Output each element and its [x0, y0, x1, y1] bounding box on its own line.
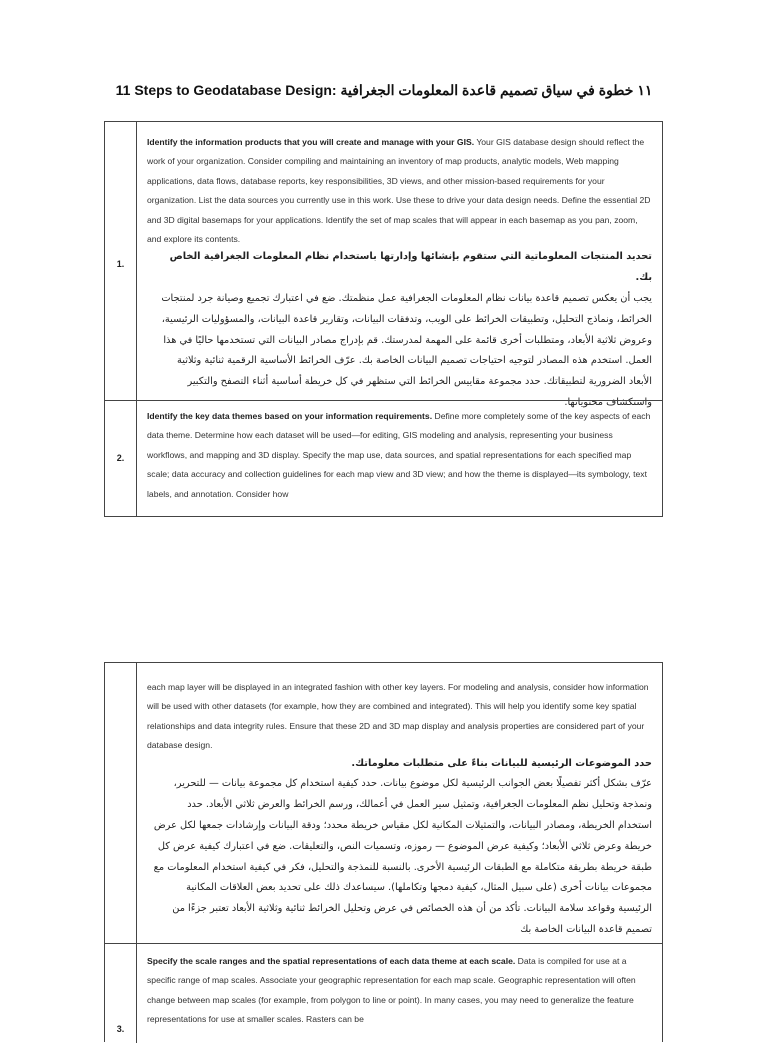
step-english-body: Data is compiled for use at a specific range of map scales. Associate your geographic representation for each map scale. Geographic representation will often change between map scales (for example, from polygon to line or point). In many cases, you may need to generalize the feature representations for use at smaller scales. Rasters can be	[147, 956, 636, 1025]
step-english-heading: Identify the key data themes based on your information requirements.	[147, 411, 433, 421]
step-row-2	[105, 400, 662, 516]
step-row-3	[105, 943, 662, 1043]
step-english-body: Your GIS database design should reflect the work of your organization. Consider compiling and maintaining an inventory of map products, analytic models, Web mapping applications, data flows, database reports, key responsibilities, 3D views, and other mission-based requirements for your organization. List the data sources you currently use in this work. Use these to drive your data design needs. Define the essential 2D and 3D digital basemaps for your applications. Identify the set of map scales that will appear in each basemap as you pan, zoom, and explore its contents.	[147, 137, 651, 245]
step-content	[137, 122, 662, 414]
document-title: 11 Steps to Geodatabase Design: ١١ خطوة في سياق تصميم قاعدة المعلومات الجغرافية	[115, 82, 653, 98]
step-number: 3.	[116, 1024, 125, 1034]
step-english-text	[147, 952, 652, 1030]
step-english-heading: Identify the information products that you will create and manage with your GIS.	[147, 137, 475, 147]
step-number-cell	[105, 122, 137, 400]
steps-table-page-1	[104, 121, 663, 517]
step-english-body: Define more completely some of the key aspects of each data theme. Determine how each dataset will be used—for editing, GIS modeling and analysis, representing your business workflows, and mapping and 3D display. Specify the map use, data sources, and spatial representations for each specified map scale; data accuracy and collection guidelines for each map view and 3D view; and how the theme is displayed—its symbology, text labels, and annotation. Consider how	[147, 411, 651, 499]
step-english-body: each map layer will be displayed in an integrated fashion with other key layers. For modeling and analysis, consider how information will be used with other datasets (for example, how they are combined and integrated). This will help you identify some key spatial relationships and data integrity rules. Ensure that these 2D and 3D map display and analysis properties are considered part of your database design.	[147, 682, 649, 751]
step-arabic-body: يجب أن يعكس تصميم قاعدة بيانات نظام المعلومات الجغرافية عمل منظمتك. ضع في اعتبارك تجميع وصيانة جرد لمنتجات الخرائط، ونماذج التحليل، وتطبيقات الخرائط على الويب، وتدفقات البيانات، وتقارير قاعدة البيانات، والمسؤوليات الرئيسية، وعروض ثلاثية الأبعاد، ومتطلبات أخرى قائمة على المهمة لمدرستك. قم بإدراج مصادر البيانات التي تستخدمها حاليًا في هذا العمل. استخدم هذه المصادر لتوجيه احتياجات تصميم البيانات الخاصة بك. عرّف الخرائط الأساسية الرقمية ثنائية وثلاثية الأبعاد الضرورية لتطبيقاتك. حدد مجموعة مقاييس الخرائط التي ستظهر في كل خريطة أساسية أثناء التصفح والتكبير واستكشاف محتوياتها.	[161, 293, 652, 409]
step-row-2-continued	[105, 663, 662, 943]
step-english-text	[147, 407, 652, 504]
step-number-cell	[105, 944, 137, 1043]
step-english-text	[147, 678, 652, 756]
step-content	[137, 401, 662, 504]
steps-table-page-2	[104, 662, 663, 1042]
step-arabic-text	[147, 247, 652, 413]
step-english-text	[147, 133, 652, 249]
step-arabic-body: عرّف بشكل أكثر تفصيلًا بعض الجوانب الرئيسية لكل موضوع بيانات. حدد كيفية استخدام كل مجموعة بيانات — للتحرير، ونمذجة وتحليل نظم المعلومات الجغرافية، وتمثيل سير العمل في أعمالك، ورسم الخرائط والعرض ثلاثي الأبعاد. حدد استخدام الخريطة، ومصادر البيانات، والتمثيلات المكانية لكل مقياس خريطة محدد؛ ودقة البيانات وإرشادات جمعها لكل عرض خريطة وعرض ثلاثي الأبعاد؛ وكيفية عرض الموضوع — رموزه، وتسميات النص، والتعليقات. ضع في اعتبارك كيفية عرض كل طبقة خريطة بطريقة متكاملة مع الطبقات الرئيسية الأخرى. بالنسبة للنمذجة والتحليل، فكر في كيفية استخدام المعلومات مع مجموعات بيانات أخرى (على سبيل المثال، كيفية دمجها وتكاملها). سيساعدك ذلك على تحديد بعض العلاقات المكانية الرئيسية وقواعد سلامة البيانات. تأكد من أن هذه الخصائص في عرض وتحليل الخرائط ثنائية وثلاثية الأبعاد تعتبر جزءًا من تصميم قاعدة البيانات الخاصة بك	[153, 778, 652, 935]
step-arabic-text	[147, 754, 652, 941]
step-number-cell	[105, 401, 137, 516]
step-arabic-heading: حدد الموضوعات الرئيسية للبيانات بناءً على متطلبات معلوماتك.	[351, 757, 652, 769]
step-number: 1.	[116, 259, 125, 269]
step-arabic-heading: تحديد المنتجات المعلوماتية التي ستقوم بإنشائها وإدارتها باستخدام نظام المعلومات الجغرافية الخاص بك.	[169, 251, 652, 284]
step-content	[137, 944, 662, 1030]
step-number: 2.	[116, 453, 125, 463]
step-english-heading: Specify the scale ranges and the spatial representations of each data theme at each scale.	[147, 956, 516, 966]
step-content	[137, 663, 662, 941]
step-number-cell	[105, 663, 137, 943]
step-row-1	[105, 122, 662, 409]
